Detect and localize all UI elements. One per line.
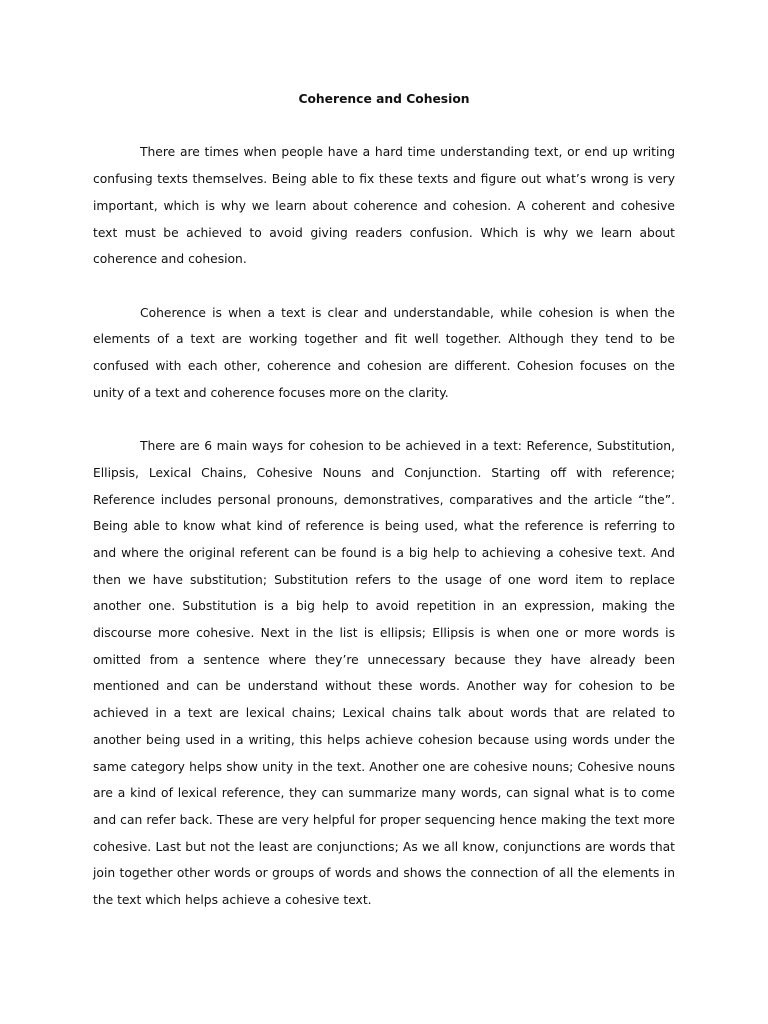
- paragraph-intro: There are times when people have a hard time understanding text, or end up writing confusing texts themselves. Being able to fix these texts and figure out what’s wrong is very important, which is why we learn about coherence and cohesion. A coherent and cohesive text must be achieved to avoid giving readers confusion. Which is why we learn about coherence and cohesion.: [93, 145, 675, 267]
- paragraph-cohesion-ways: There are 6 main ways for cohesion to be achieved in a text: Reference, Substitution, Ellipsis, Lexical Chains, Cohesive Nouns and Conjunction. Starting off with reference; Reference includes personal pronouns, demonstratives, comparatives and the article “the”. Being able to know what kind of reference is being used, what the reference is referring to and where the original referent can be found is a big help to achieving a cohesive text. And then we have substitution; Substitution refers to the usage of one word item to replace another one. Substitution is a big help to avoid repetition in an expression, making the discourse more cohesive. Next in the list is ellipsis; Ellipsis is when one or more words is omitted from a sentence where they’re unnecessary because they have already been mentioned and can be understand without these words. Another way for cohesion to be achieved in a text are lexical chains; Lexical chains talk about words that are related to another being used in a writing, this helps achieve cohesion because using words under the same category helps show unity in the text. Another one are cohesive nouns; Cohesive nouns are a kind of lexical reference, they can summarize many words, can signal what is to come and can refer back. These are very helpful for proper sequencing hence making the text more cohesive. Last but not the least are conjunctions; As we all know, conjunctions are words that join together other words or groups of words and shows the connection of all the elements in the text which helps achieve a cohesive text.: [93, 439, 675, 908]
- paragraph-definitions: Coherence is when a text is clear and understandable, while cohesion is when the elements of a text are working together and fit well together. Although they tend to be confused with each other, coherence and cohesion are different. Cohesion focuses on the unity of a text and coherence focuses more on the clarity.: [93, 305, 675, 400]
- document-body: [93, 86, 675, 940]
- document-title: Coherence and Cohesion: [298, 92, 470, 106]
